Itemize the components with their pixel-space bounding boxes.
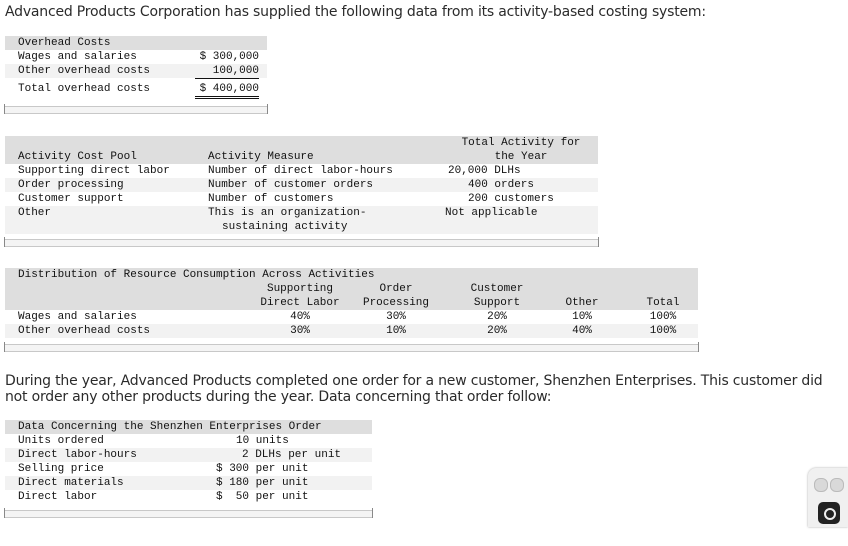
row-label: Other overhead costs — [18, 325, 151, 337]
table-header-row — [5, 136, 598, 150]
total-activity-header-2: the Year — [494, 151, 548, 163]
table-row — [5, 82, 267, 96]
table-title-row — [5, 420, 372, 434]
order-label: Direct materials — [18, 477, 124, 489]
processing-header: Processing — [362, 297, 429, 309]
narrative-text: During the year, Advanced Products completed one order for a new customer, Shenzhen Enterprises. This customer did not order any other products during the year. Data concerning that order follow: — [5, 373, 823, 405]
floating-widget[interactable] — [808, 468, 848, 527]
pool-cell: Other — [18, 207, 52, 219]
order-value: 10 units — [236, 435, 289, 447]
table-row — [5, 324, 698, 338]
order-label: Units ordered — [18, 435, 104, 447]
overhead-total-value: $ 400,000 — [195, 82, 259, 99]
measure-header: Activity Measure — [208, 151, 314, 163]
overhead-total-label: Total overhead costs — [18, 83, 151, 95]
total-cell: 200 customers — [468, 193, 554, 205]
table-row — [5, 476, 372, 490]
total-cell: 20,000 DLHs — [448, 165, 521, 177]
order-value: $ 50 per unit — [216, 491, 309, 503]
overhead-value: $ 300,000 — [199, 51, 259, 63]
pool-cell: Supporting direct labor — [18, 165, 170, 177]
table-row — [5, 206, 598, 220]
customer-cell: 20% — [487, 311, 507, 323]
table-row — [5, 462, 372, 476]
total-cell: 100% — [649, 311, 677, 323]
table-header-row — [5, 296, 698, 310]
pool-header: Activity Cost Pool — [18, 151, 137, 163]
other-cell: 40% — [572, 325, 592, 337]
order-cell: 30% — [386, 311, 406, 323]
measure-cell: Number of direct labor-hours — [208, 165, 393, 177]
measure-cell: This is an organization- — [208, 207, 367, 219]
table-row — [5, 434, 372, 448]
supporting-cell: 40% — [290, 311, 310, 323]
supporting-header: Supporting — [266, 283, 333, 295]
table-header-row — [5, 282, 698, 296]
order-label: Direct labor — [18, 491, 98, 503]
direct-labor-header: Direct Labor — [260, 297, 340, 309]
window-dot-icon[interactable] — [830, 478, 844, 492]
distribution-table — [5, 268, 698, 338]
table-row — [5, 50, 267, 64]
order-header: Order — [379, 283, 413, 295]
camera-icon[interactable] — [818, 502, 840, 524]
table-scrollbar[interactable] — [5, 510, 372, 518]
table-scrollbar[interactable] — [5, 106, 267, 114]
table-row — [5, 64, 267, 78]
distribution-title: Distribution of Resource Consumption Across Activities — [18, 269, 375, 281]
measure-cell: Number of customer orders — [208, 179, 374, 191]
table-scrollbar[interactable] — [5, 344, 698, 352]
table-row — [5, 490, 372, 504]
overhead-value: 100,000 — [195, 64, 259, 79]
table-row — [5, 178, 598, 192]
total-activity-header: Total Activity for — [461, 137, 581, 149]
table-row — [5, 192, 598, 206]
order-value: $ 180 per unit — [216, 477, 309, 489]
order-label: Selling price — [18, 463, 104, 475]
total-header: Total — [646, 297, 680, 309]
other-cell: 10% — [572, 311, 592, 323]
pool-cell: Order processing — [18, 179, 124, 191]
table-title-row — [5, 268, 698, 282]
other-header: Other — [565, 297, 599, 309]
order-value: $ 300 per unit — [216, 463, 309, 475]
table-row — [5, 220, 598, 234]
overhead-heading-row — [5, 36, 267, 50]
measure-cell-continued: sustaining activity — [222, 221, 348, 233]
customer-cell: 20% — [487, 325, 507, 337]
overhead-costs-table — [5, 36, 267, 96]
total-cell: 400 orders — [468, 179, 535, 191]
order-data-table — [5, 420, 372, 504]
intro-text: Advanced Products Corporation has supplied the following data from its activity-based costing system: — [5, 4, 706, 20]
total-cell: Not applicable — [445, 207, 538, 219]
overhead-label: Other overhead costs — [18, 65, 151, 77]
overhead-label: Wages and salaries — [18, 51, 137, 63]
table-row — [5, 448, 372, 462]
total-cell: 100% — [649, 325, 677, 337]
overhead-heading: Overhead Costs — [18, 37, 111, 49]
support-header: Support — [473, 297, 521, 309]
measure-cell: Number of customers — [208, 193, 334, 205]
order-label: Direct labor-hours — [18, 449, 137, 461]
activity-table — [5, 136, 598, 234]
table-row — [5, 310, 698, 324]
table-scrollbar[interactable] — [5, 239, 598, 247]
customer-header: Customer — [470, 283, 524, 295]
supporting-cell: 30% — [290, 325, 310, 337]
order-value: 2 DLHs per unit — [242, 449, 342, 461]
window-dot-icon[interactable] — [814, 478, 828, 492]
pool-cell: Customer support — [18, 193, 124, 205]
table-header-row — [5, 150, 598, 164]
row-label: Wages and salaries — [18, 311, 137, 323]
order-table-title: Data Concerning the Shenzhen Enterprises Order — [18, 421, 322, 433]
table-row — [5, 164, 598, 178]
order-cell: 10% — [386, 325, 406, 337]
